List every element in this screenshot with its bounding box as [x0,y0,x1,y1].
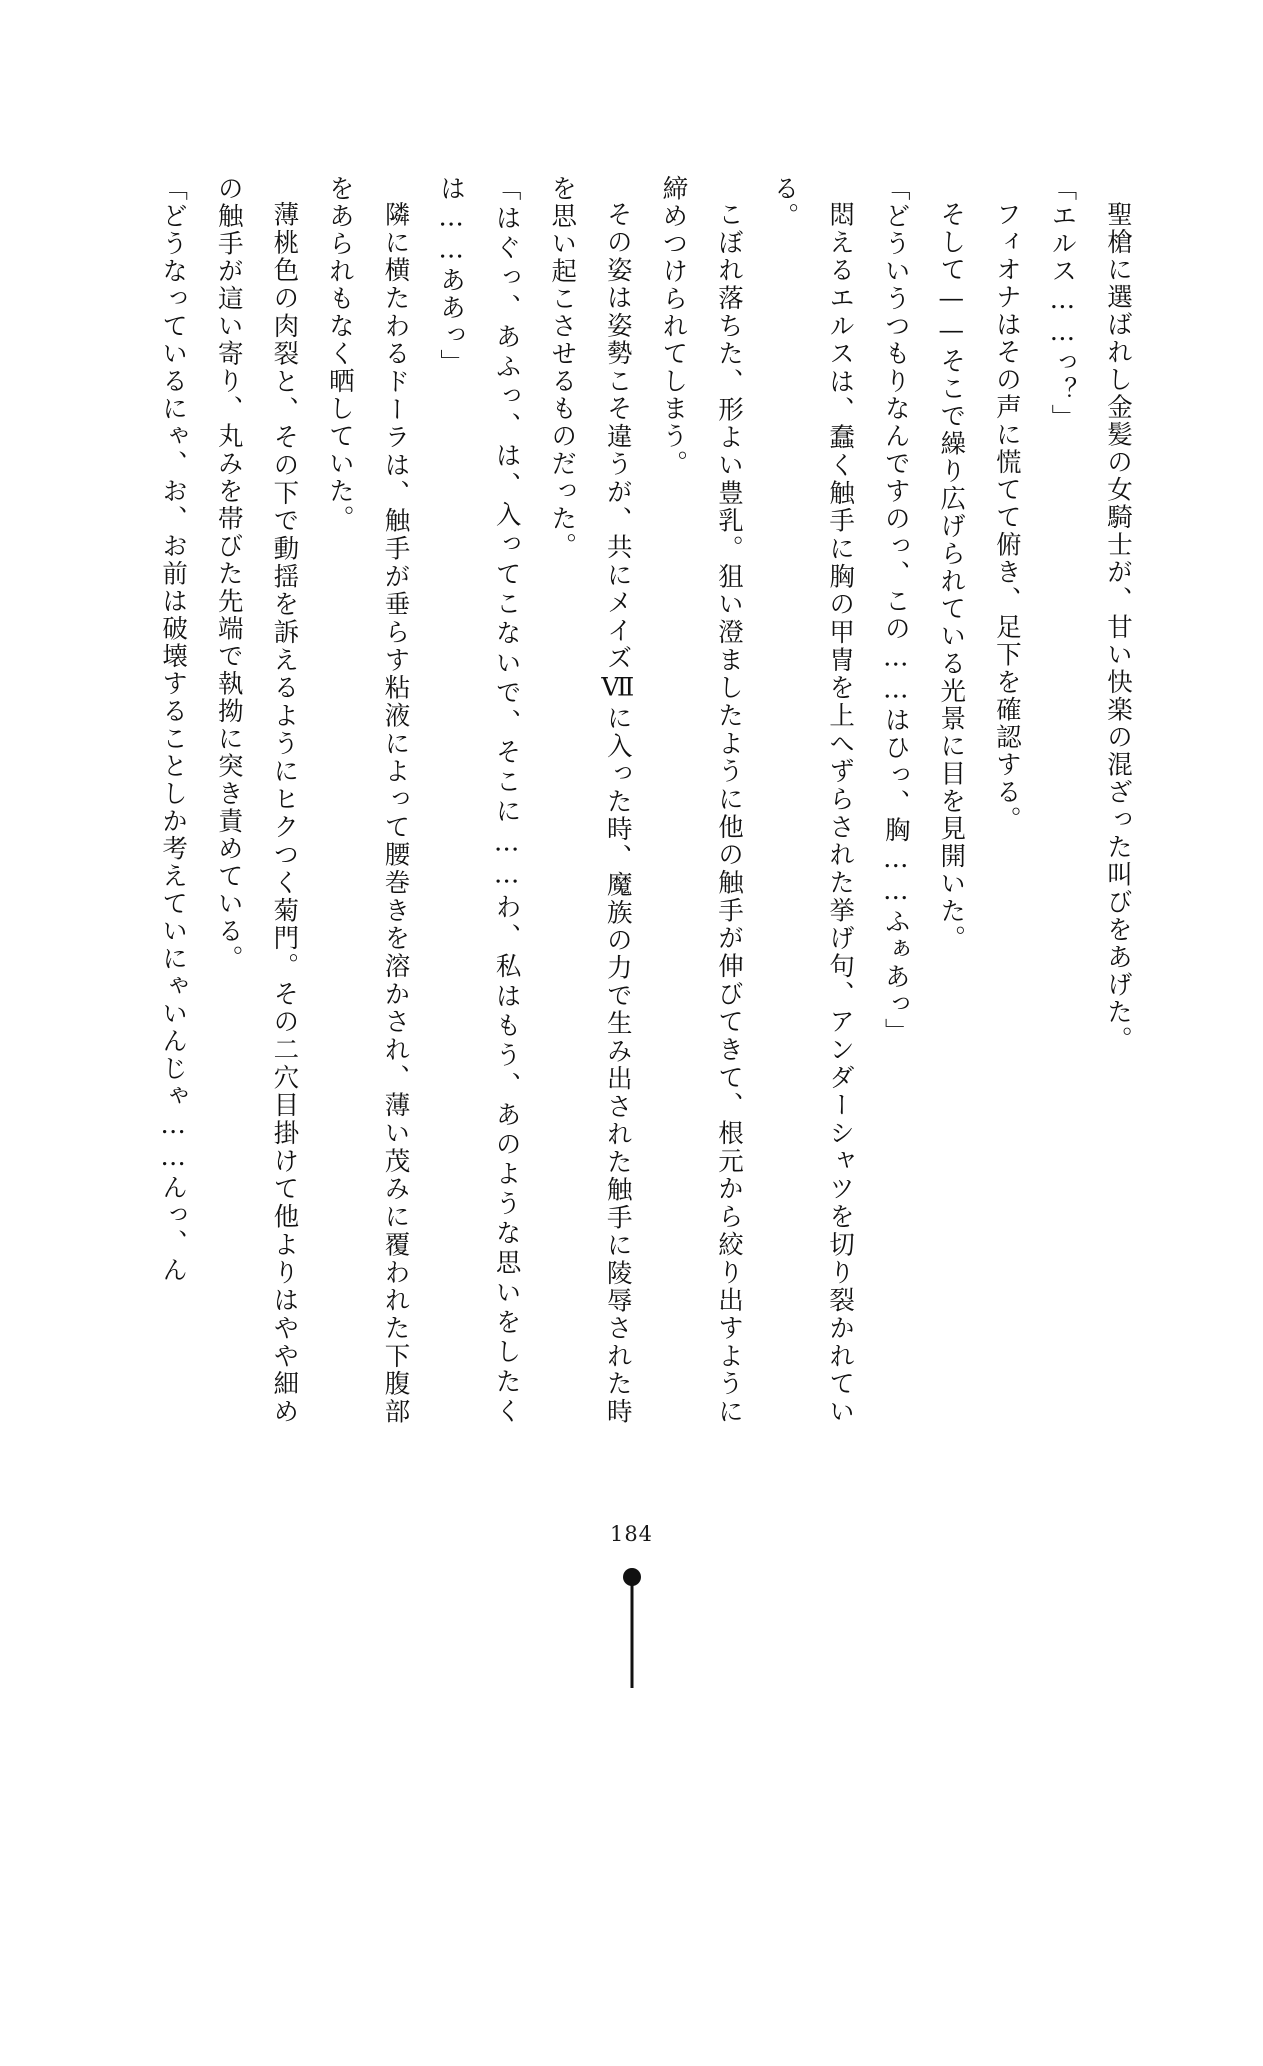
paragraph: 「エルス……っ？」 [1047,175,1078,432]
page-number: 184 [609,1522,654,1546]
page-ornament-icon [622,1568,642,1688]
paragraph: その姿は姿勢こそ違うが、共にメイズⅦに入った時、魔族の力で生み出された触手に陵辱された時を思い起こさせるものだった。 [547,175,633,1425]
paragraph: フィオナはその声に慌てて俯き、足下を確認する。 [991,200,1022,833]
novel-text-body [158,175,1145,1426]
paragraph: 隣に横たわるドーラは、触手が垂らす粘液によって腰巻きを溶かされ、薄い茂みに覆われた下腹部をあられもなく晒していた。 [324,175,411,1425]
paragraph: 聖槍に選ばれし金髪の女騎士が、甘い快楽の混ざった叫びをあげた。 [1103,200,1133,1053]
paragraph: 悶えるエルスは、蠢く触手に胸の甲冑を上へずらされた挙げ句、アンダーシャツを切り裂かれている。 [769,175,856,1425]
paragraph: 「はぐっ、あふっ、は、入ってこないで、そこに……わ、私はもう、あのような思いをしたくは……ああっ」 [436,175,522,1426]
paragraph: そして——そこで繰り広げられている光景に目を見開いた。 [936,200,967,952]
ornament-stem [630,1584,633,1688]
paragraph: 「どうなっているにゃ、お、お前は破壊することしか考えていにゃいんじゃ……んっ、ん [158,175,189,1284]
paragraph: 薄桃色の肉裂と、その下で動揺を訴えるようにヒクつく菊門。その二穴目掛けて他よりはやや細めの触手が這い寄り、丸みを帯びた先端で執拗に突き責めている。 [213,175,300,1425]
paragraph: こぼれ落ちた、形よい豊乳。狙い澄ましたように他の触手が伸びてきて、根元から絞り出すように締めつけられてしまう。 [658,175,744,1425]
paragraph: 「どういうつもりなんですのっ、この……はひっ、胸……ふぁあっ」 [880,175,911,1046]
